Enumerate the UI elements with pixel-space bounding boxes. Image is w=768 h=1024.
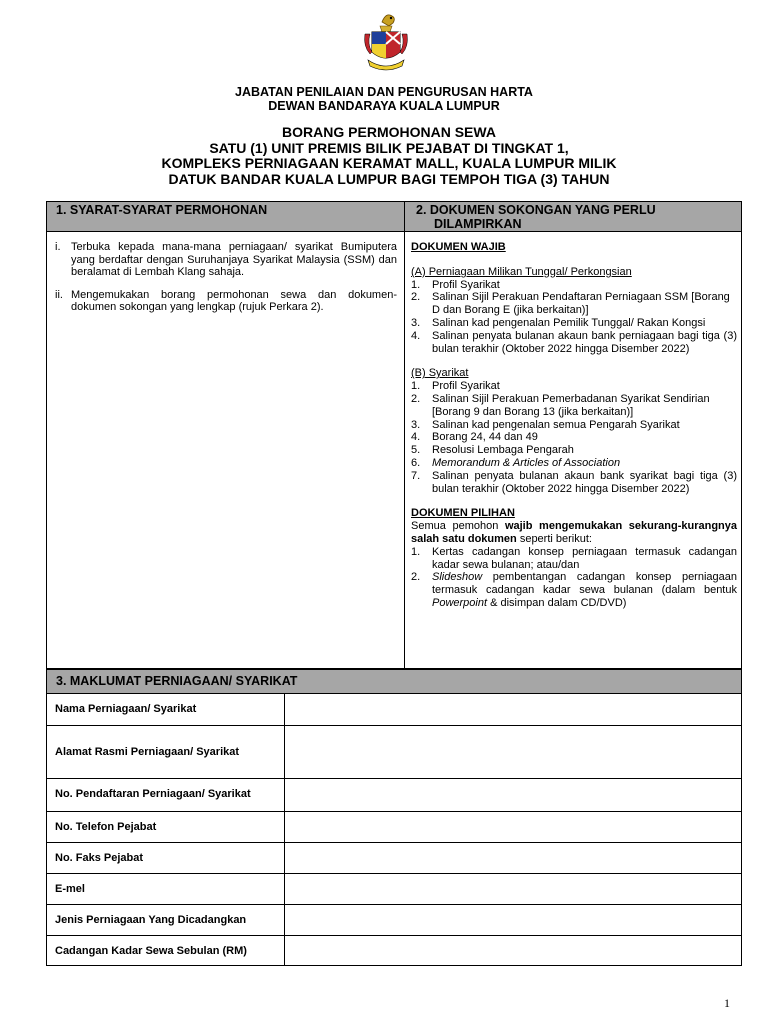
- agency-line-1: JABATAN PENILAIAN DAN PENGURUSAN HARTA: [235, 85, 533, 99]
- title-line-1: BORANG PERMOHONAN SEWA: [282, 124, 496, 140]
- table-row: [47, 874, 741, 905]
- field-label: No. Telefon Pejabat: [55, 821, 157, 833]
- proposed-rent-field[interactable]: [284, 936, 741, 965]
- email-field[interactable]: [284, 874, 741, 904]
- form-title: [0, 125, 768, 187]
- condition-item: ii. Mengemukakan borang permohonan sewa dan dokumen-dokumen sokongan yang lengkap (rujuk Perkara 2).: [55, 288, 397, 313]
- condition-item: i. Terbuka kepada mana-mana perniagaan/ syarikat Bumiputera yang berdaftar dengan Suruhanjaya Syarikat Malaysia (SSM) dan beralamat di Lembah Klang sahaja.: [55, 241, 397, 278]
- section-3-heading: 3. MAKLUMAT PERNIAGAAN/ SYARIKAT: [56, 674, 298, 688]
- list-item: 3. Salinan kad pengenalan Pemilik Tunggal/ Rakan Kongsi: [411, 316, 706, 329]
- section-1-heading: 1. SYARAT-SYARAT PERMOHONAN: [56, 203, 268, 217]
- group-a-title: (A) Perniagaan Milikan Tunggal/ Perkongsian: [411, 265, 632, 278]
- field-label: Alamat Rasmi Perniagaan/ Syarikat: [55, 746, 240, 758]
- agency-heading: [0, 85, 768, 113]
- registration-number-field[interactable]: [284, 779, 741, 811]
- title-line-2: SATU (1) UNIT PREMIS BILIK PEJABAT DI TINGKAT 1,: [209, 139, 569, 156]
- title-line-4: DATUK BANDAR KUALA LUMPUR BAGI TEMPOH TIGA (3) TAHUN: [168, 170, 610, 187]
- field-label: Nama Perniagaan/ Syarikat: [55, 703, 197, 715]
- office-fax-field[interactable]: [284, 843, 741, 873]
- optional-docs-intro: Semua pemohon wajib mengemukakan sekurang-kurangnya salah satu dokumen seperti berikut:: [411, 520, 737, 545]
- table-row: [47, 905, 741, 936]
- list-item: 3. Salinan kad pengenalan semua Pengarah Syarikat: [411, 418, 680, 431]
- business-type-field[interactable]: [284, 905, 741, 935]
- group-a-list: [411, 279, 737, 356]
- table-row: [47, 726, 741, 779]
- page-number: 1: [724, 996, 730, 1010]
- field-label: Cadangan Kadar Sewa Sebulan (RM): [55, 945, 247, 957]
- mandatory-docs-title: DOKUMEN WAJIB: [411, 241, 506, 253]
- field-label: No. Pendaftaran Perniagaan/ Syarikat: [55, 788, 251, 800]
- table-row: [47, 694, 741, 726]
- list-item: 1. Profil Syarikat: [411, 278, 500, 291]
- section-3-header: [47, 670, 741, 694]
- section-1-2-header: [47, 202, 741, 232]
- title-line-3: KOMPLEKS PERNIAGAAN KERAMAT MALL, KUALA LUMPUR MILIK: [161, 155, 617, 171]
- field-label: E-mel: [55, 883, 85, 895]
- group-b-list: [411, 380, 737, 495]
- table-row: [47, 936, 741, 965]
- list-item: 1. Kertas cadangan konsep perniagaan termasuk cadangan kadar sewa bulanan; atau/dan: [411, 545, 737, 571]
- list-item: 1. Profil Syarikat: [411, 380, 500, 393]
- group-b-title: (B) Syarikat: [411, 367, 469, 380]
- agency-line-2: DEWAN BANDARAYA KUALA LUMPUR: [268, 99, 500, 113]
- list-item: 5. Resolusi Lembaga Pengarah: [411, 444, 574, 457]
- list-item: 2. Slideshow pembentangan cadangan konsep perniagaan termasuk cadangan kadar sewa bulanan (dalam bentuk Powerpoint & disimpan dalam CD/DVD): [411, 571, 737, 609]
- field-label: No. Faks Pejabat: [55, 852, 144, 864]
- list-item: 4. Borang 24, 44 dan 49: [411, 431, 538, 444]
- section-1-conditions: [55, 241, 397, 324]
- table-row: [47, 779, 741, 812]
- dbkl-crest-icon: [362, 12, 410, 74]
- list-item: 4. Salinan penyata bulanan akaun bank perniagaan bagi tiga (3) bulan terakhir (Oktober 2022 hingga Disember 2022): [411, 329, 737, 355]
- section-3-table: [46, 669, 742, 966]
- list-item: 2. Salinan Sijil Perakuan Pendaftaran Perniagaan SSM [Borang D dan Borang E (jika berkaitan)]: [411, 291, 730, 317]
- section-2-documents: [411, 241, 737, 610]
- office-phone-field[interactable]: [284, 812, 741, 842]
- optional-docs-title: DOKUMEN PILIHAN: [411, 507, 515, 520]
- business-name-field[interactable]: [284, 694, 741, 725]
- list-item: 6. Memorandum & Articles of Association: [411, 456, 621, 469]
- section-1-2-table: [46, 201, 742, 669]
- field-label: Jenis Perniagaan Yang Dicadangkan: [55, 914, 247, 926]
- optional-docs-list: [411, 546, 737, 610]
- table-row: [47, 812, 741, 843]
- column-divider: [404, 202, 405, 668]
- list-item: 2. Salinan Sijil Perakuan Pemerbadanan Syarikat Sendirian [Borang 9 dan Borang 13 (jika berkaitan)]: [411, 392, 710, 418]
- section-2-heading: 2. DOKUMEN SOKONGAN YANG PERLU DILAMPIRKAN: [416, 203, 656, 231]
- business-address-field[interactable]: [284, 726, 741, 778]
- list-item: 7. Salinan penyata bulanan akaun bank syarikat bagi tiga (3) bulan terakhir (Oktober 2022 hingga Disember 2022): [411, 469, 737, 495]
- table-row: [47, 843, 741, 874]
